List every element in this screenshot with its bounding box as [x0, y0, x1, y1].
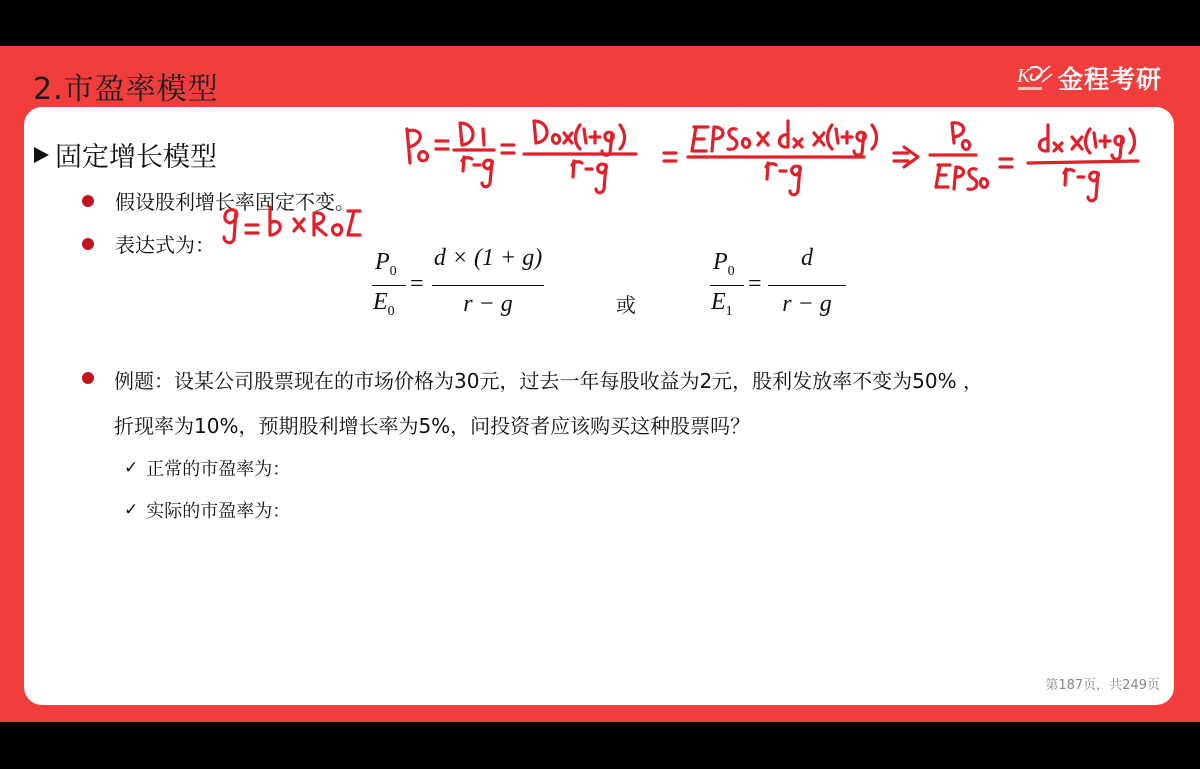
brand-logo: [1016, 60, 1162, 96]
formula-denominator: r − g: [782, 291, 832, 317]
formula-numerator: d: [801, 245, 813, 271]
formula-subscript: 0: [387, 303, 395, 319]
section-heading-text: 固定增长模型: [55, 142, 217, 173]
logo-mark-icon: [1016, 60, 1056, 96]
formula-term: E: [373, 289, 388, 315]
page-indicator: 第187页，共249页: [1045, 678, 1160, 693]
content-panel: [24, 107, 1174, 705]
formula-subscript: 0: [389, 263, 397, 279]
formula-equals: =: [410, 271, 424, 297]
formula-equals: =: [748, 271, 762, 297]
bullet-text: 表达式为：: [115, 233, 215, 257]
check-text: 实际的市盈率为：: [146, 501, 291, 522]
formula-term: P: [375, 249, 390, 275]
formula-subscript: 0: [727, 263, 735, 279]
example-line-1: 例题：设某公司股票现在的市场价格为30元，过去一年每股收益为2元，股利发放率不变为50% ，: [114, 369, 983, 393]
checkmark-icon: ✓: [124, 458, 139, 478]
svg-text:K: K: [1016, 65, 1031, 87]
formula-term: P: [713, 249, 728, 275]
checkmark-icon: ✓: [124, 500, 139, 520]
formula-denominator: r − g: [463, 291, 513, 317]
formula-term: E: [711, 289, 726, 315]
check-text: 正常的市盈率为：: [146, 459, 291, 480]
bullet-text: 假设股利增长率固定不变。: [115, 190, 355, 214]
example-line-2: 折现率为10%，预期股利增长率为5%，问投资者应该购买这种股票吗？: [114, 414, 751, 438]
formula-subscript: 1: [725, 303, 733, 319]
slide: [0, 46, 1200, 722]
formula-numerator: d × (1 + g): [433, 245, 543, 271]
slide-title: 2.市盈率模型: [33, 72, 219, 107]
handwritten-annotations: [24, 107, 1174, 705]
or-text: 或: [616, 293, 636, 317]
logo-text: 金程考研: [1057, 65, 1162, 94]
